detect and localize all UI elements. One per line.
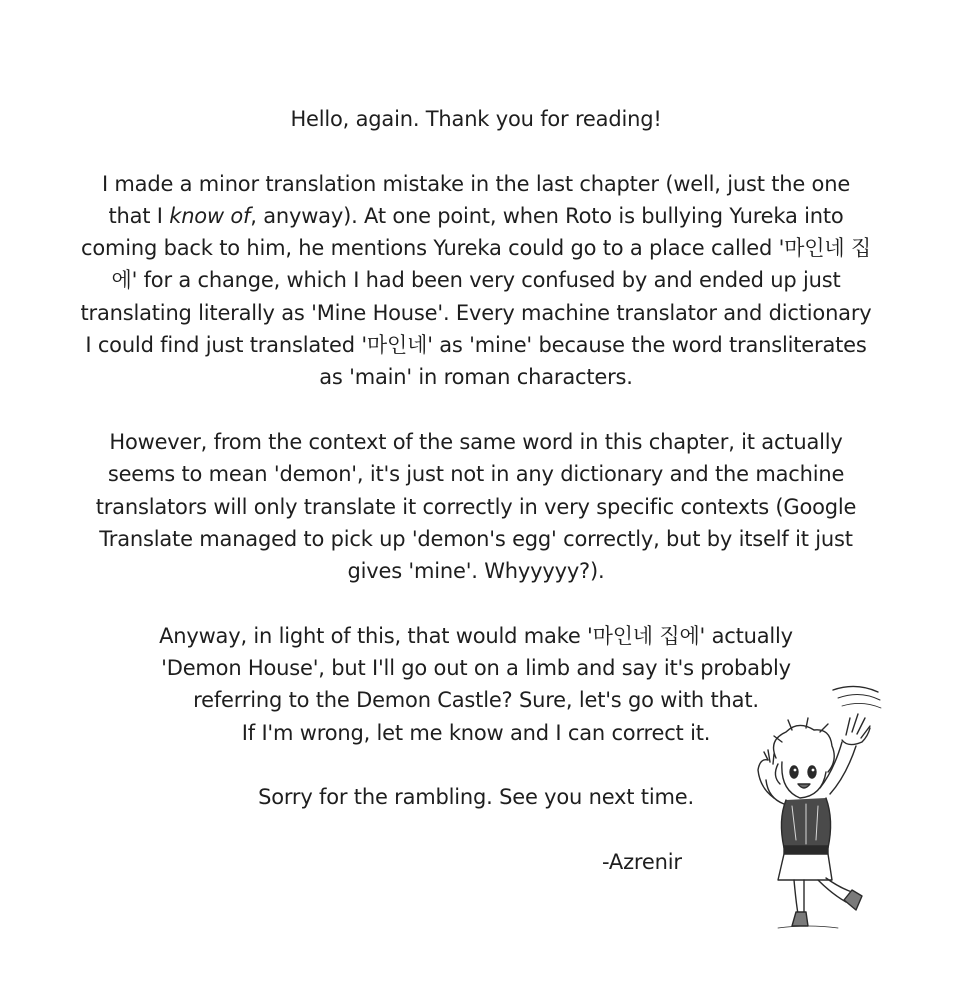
paragraph-text: , anyway). At one point, when Roto is bullying Yureka into coming back to him, he mentions Yureka could go to a place called '마인네 집에' for a change, which I had been very confused by and ended up just translating literally as 'Mine House'. Every machine translator and dictionary I could find just translated '마인네' as 'mine' because the word transliterates as 'main' in roman characters. xyxy=(80,203,872,390)
correction-line: referring to the Demon Castle? Sure, let's go with that. xyxy=(193,688,759,713)
closing-text: Sorry for the rambling. See you next time. xyxy=(258,785,694,810)
correction-line: If I'm wrong, let me know and I can correct it. xyxy=(241,720,711,745)
emphasis-text: know of xyxy=(169,203,251,228)
chibi-girl-illustration xyxy=(738,680,888,930)
signature: -Azrenir xyxy=(602,849,682,874)
correction-line: 'Demon House', but I'll go out on a limb and say it's probably xyxy=(161,656,791,681)
paragraph-text: I made a minor translation mistake in the last chapter (well, just the one that I xyxy=(101,171,851,228)
context-paragraph: However, from the context of the same word in this chapter, it actually seems to mean 'demon', it's just not in any dictionary and the machine translators will only translate it correctly in very specific contexts (Google Translate managed to pick up 'demon's egg' correctly, but by itself it just gives 'mine'. Whyyyyy?). xyxy=(95,429,857,584)
translation-mistake-paragraph xyxy=(80,168,872,394)
greeting-text: Hello, again. Thank you for reading! xyxy=(290,107,662,131)
correction-line: Anyway, in light of this, that would make '마인네 집에' actually xyxy=(159,623,793,648)
